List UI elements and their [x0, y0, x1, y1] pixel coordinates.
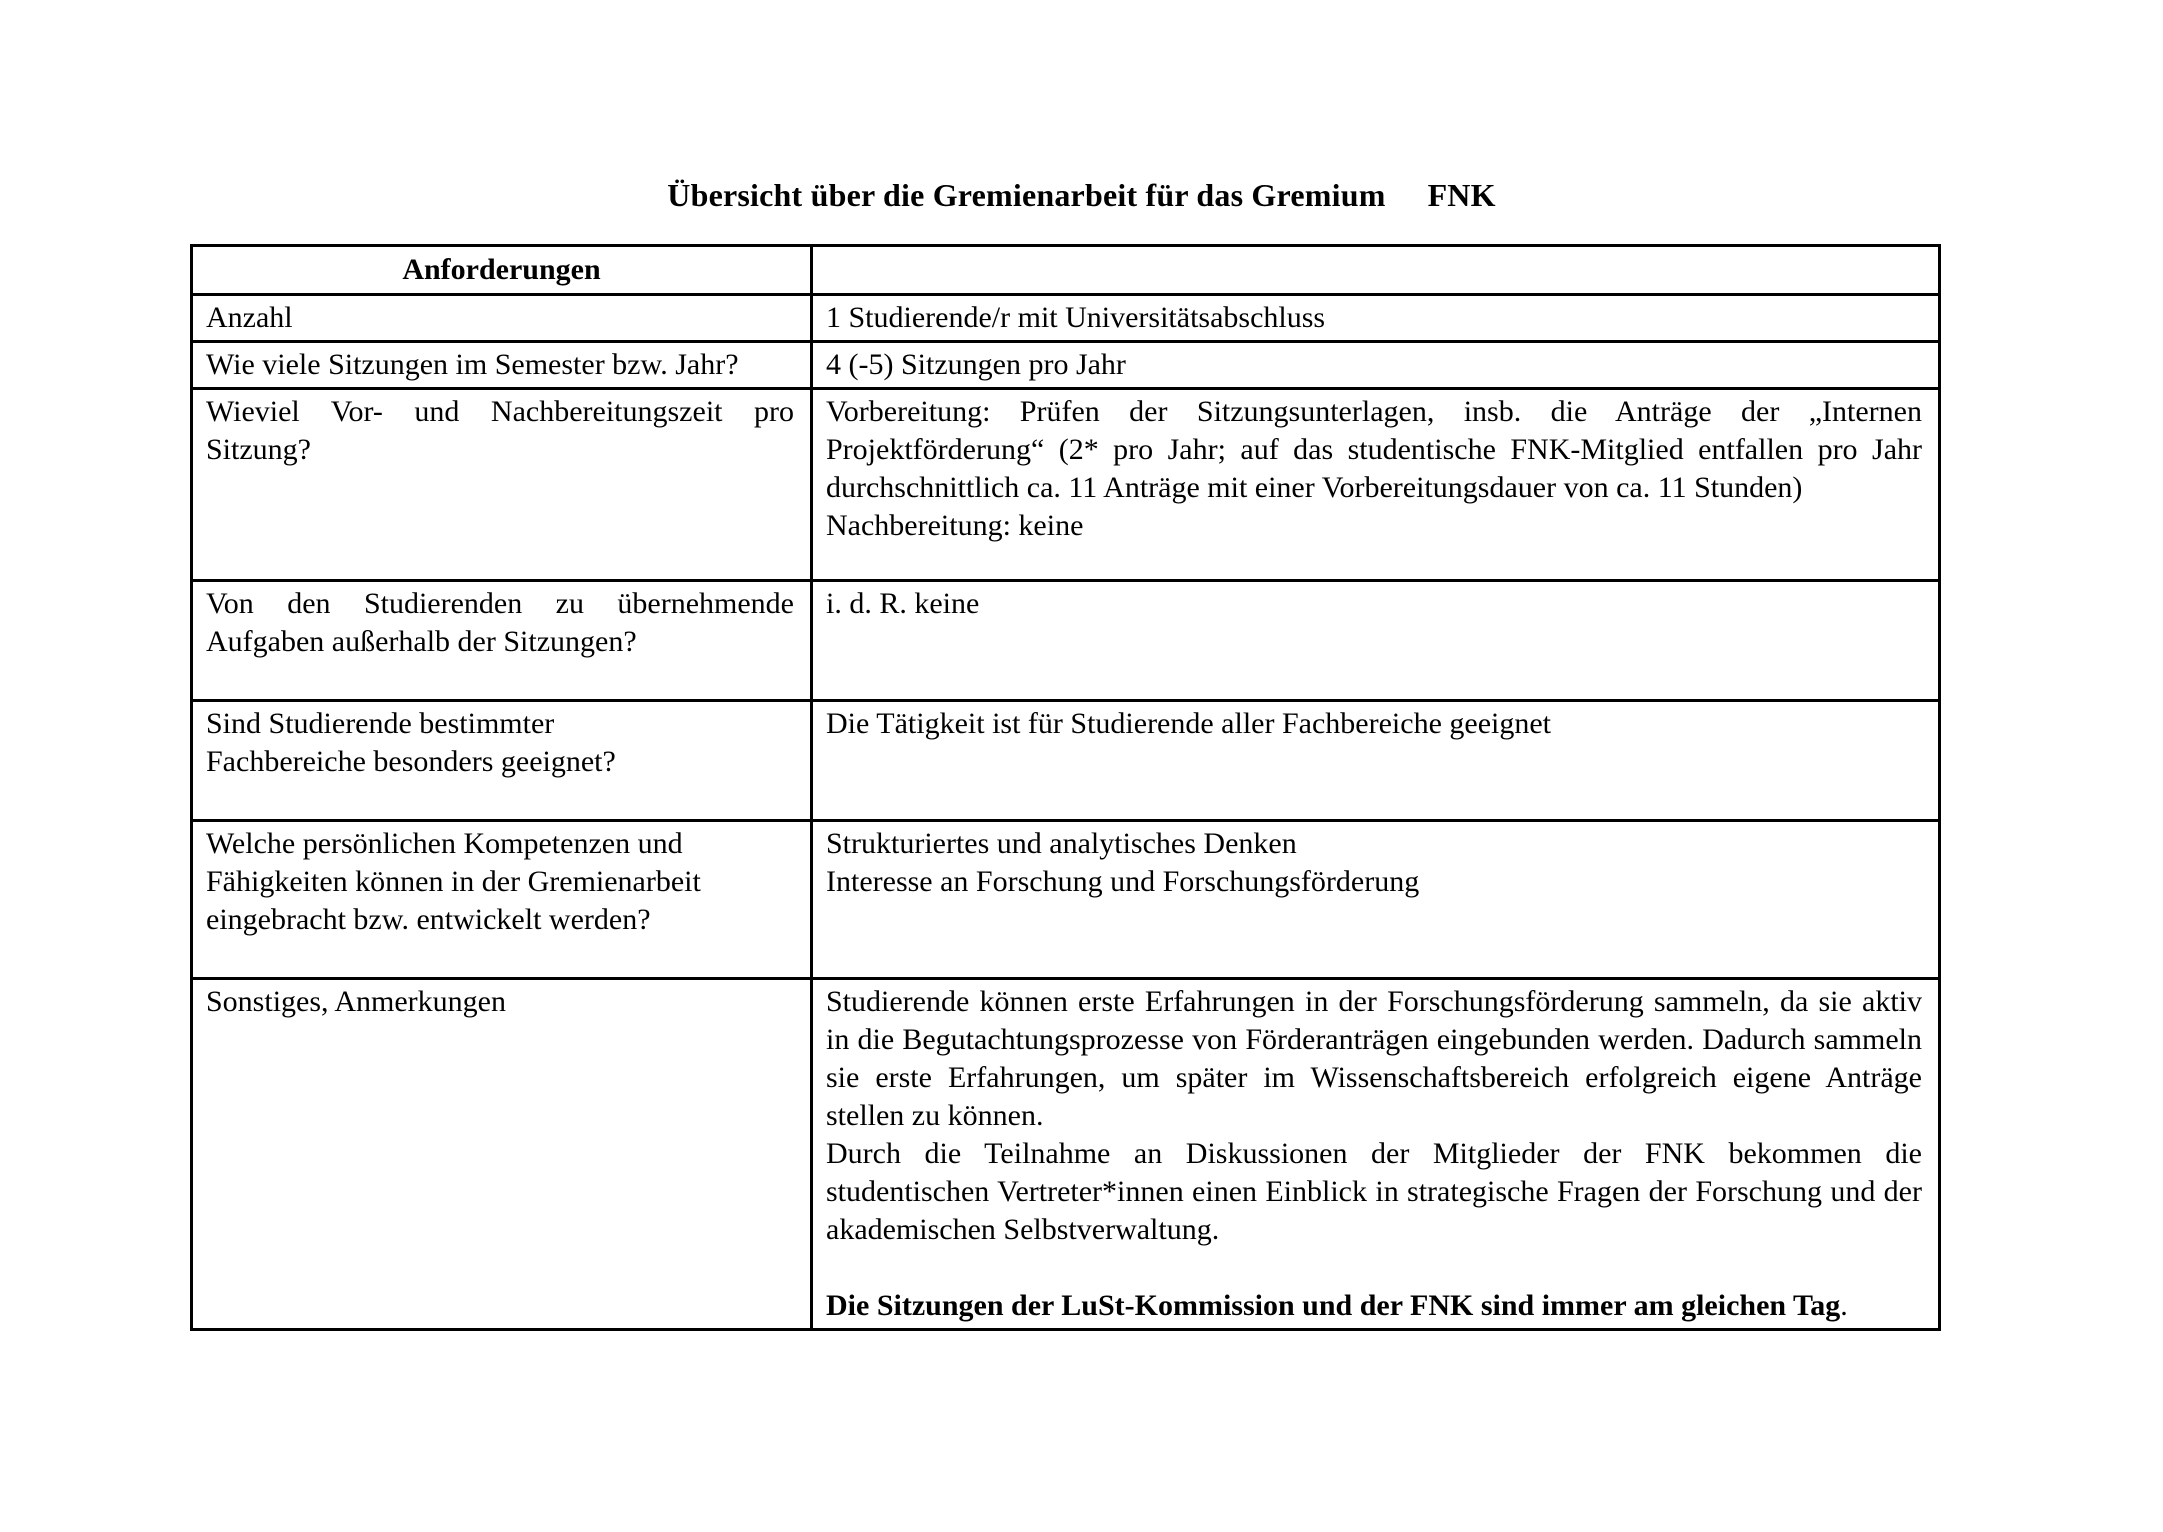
question-sitzungen: Wie viele Sitzungen im Semester bzw. Jahr?	[192, 342, 812, 389]
table-row-fachbereiche	[192, 701, 1940, 821]
gremium-name: FNK	[1427, 177, 1496, 213]
question-fachbereiche-line1: Sind Studierende bestimmter	[206, 707, 555, 740]
answer-vorbereitung-p1: Vorbereitung: Prüfen der Sitzungsunterlagen, insb. die Anträge der „Internen Projektförderung“ (2* pro Jahr; auf das studentische FNK-Mitglied entfallen pro Jahr durchschnittlich ca. 11 Anträge mit einer Vorbereitungsdauer von ca. 11 Stunden)	[826, 395, 1922, 504]
answer-vorbereitung	[812, 389, 1940, 581]
header-cell-empty	[812, 246, 1940, 295]
table-row-sonstiges	[192, 979, 1940, 1330]
table-row-kompetenzen	[192, 821, 1940, 979]
question-kompetenzen: Welche persönlichen Kompetenzen und Fähigkeiten können in der Gremienarbeit eingebracht bzw. entwickelt werden?	[192, 821, 812, 979]
question-fachbereiche	[192, 701, 812, 821]
answer-sitzungen: 4 (-5) Sitzungen pro Jahr	[812, 342, 1940, 389]
question-aufgaben: Von den Studierenden zu übernehmende Aufgaben außerhalb der Sitzungen?	[192, 581, 812, 701]
document-title	[0, 0, 2163, 214]
question-fachbereiche-line2: Fachbereiche besonders geeignet?	[206, 745, 616, 778]
answer-anzahl: 1 Studierende/r mit Universitätsabschluss	[812, 295, 1940, 342]
answer-sonstiges-p2: Durch die Teilnahme an Diskussionen der Mitglieder der FNK bekommen die studentischen Vertreter*innen einen Einblick in strategische Fragen der Forschung und der akademischen Selbstverwaltung.	[826, 1137, 1922, 1246]
answer-aufgaben: i. d. R. keine	[812, 581, 1940, 701]
table-row-sitzungen	[192, 342, 1940, 389]
bold-note-text: Die Sitzungen der LuSt-Kommission und der FNK sind immer am gleichen Tag	[826, 1289, 1841, 1322]
bold-note-period: .	[1840, 1289, 1848, 1322]
answer-sonstiges-p1: Studierende können erste Erfahrungen in der Forschungsförderung sammeln, da sie aktiv in die Begutachtungsprozesse von Förderanträgen eingebunden werden. Dadurch sammeln sie erste Erfahrungen, um später im Wissenschaftsbereich erfolgreich eigene Anträge stellen zu können.	[826, 985, 1922, 1132]
document-title-text: Übersicht über die Gremienarbeit für das Gremium	[667, 177, 1386, 213]
answer-sonstiges	[812, 979, 1940, 1330]
table-row-anzahl	[192, 295, 1940, 342]
question-anzahl: Anzahl	[192, 295, 812, 342]
question-sonstiges: Sonstiges, Anmerkungen	[192, 979, 812, 1330]
table-row-vorbereitung	[192, 389, 1940, 581]
answer-sonstiges-bold-note	[826, 1287, 1922, 1325]
table-row-aufgaben	[192, 581, 1940, 701]
question-vorbereitung: Wieviel Vor- und Nachbereitungszeit pro Sitzung?	[192, 389, 812, 581]
answer-kompetenzen-line2: Interesse an Forschung und Forschungsförderung	[826, 865, 1420, 898]
table-header-row	[192, 246, 1940, 295]
answer-kompetenzen	[812, 821, 1940, 979]
header-cell-anforderungen: Anforderungen	[192, 246, 812, 295]
answer-kompetenzen-line1: Strukturiertes und analytisches Denken	[826, 827, 1297, 860]
answer-vorbereitung-p2: Nachbereitung: keine	[826, 509, 1084, 542]
gremienarbeit-table	[190, 244, 1941, 1331]
answer-fachbereiche: Die Tätigkeit ist für Studierende aller Fachbereiche geeignet	[812, 701, 1940, 821]
